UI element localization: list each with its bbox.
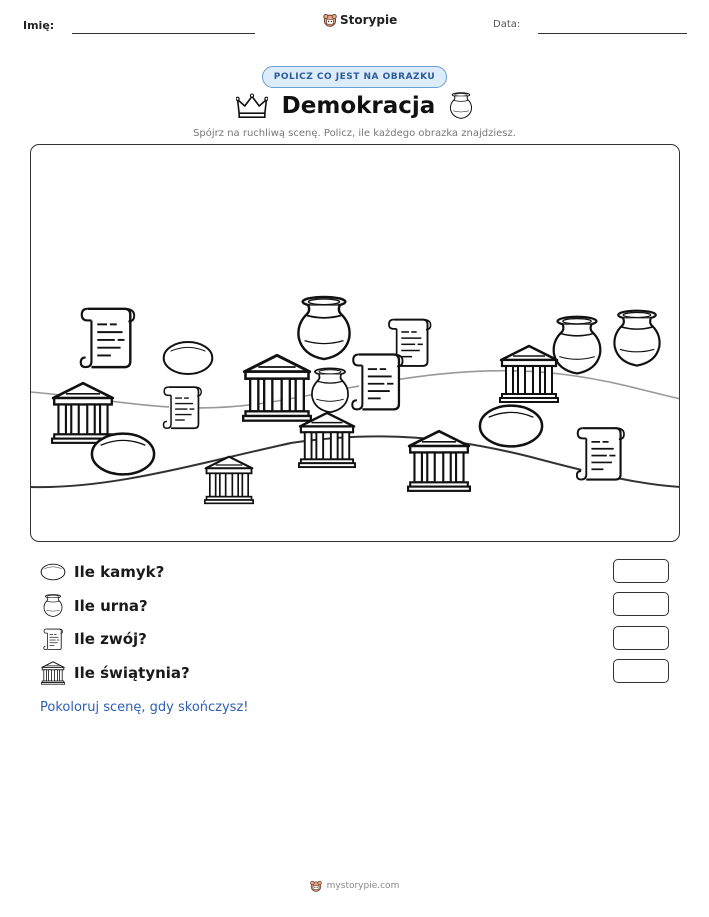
stone-item xyxy=(92,434,154,475)
name-input-line[interactable] xyxy=(72,33,255,34)
question-stone xyxy=(40,560,164,584)
temple-item xyxy=(243,355,311,420)
scroll-item xyxy=(577,428,624,479)
mascot-icon xyxy=(323,13,337,27)
urn-item xyxy=(298,297,349,359)
date-input-line[interactable] xyxy=(538,33,687,34)
question-text: Ile urna? xyxy=(74,597,148,615)
urn-item xyxy=(312,368,348,412)
brand-name: Storypie xyxy=(340,13,398,27)
stone-item xyxy=(480,406,542,447)
question-text: Ile świątynia? xyxy=(74,664,190,682)
stone-item xyxy=(164,342,213,374)
question-scroll xyxy=(40,627,147,651)
site-footer xyxy=(0,880,709,892)
temple-item xyxy=(52,383,114,443)
scroll-icon xyxy=(40,627,66,651)
question-urn xyxy=(40,594,148,618)
temple-item xyxy=(500,346,558,402)
brand-logo xyxy=(323,13,397,27)
coloring-note: Pokoloruj scenę, gdy skończysz! xyxy=(40,700,249,715)
question-text: Ile kamyk? xyxy=(74,563,165,581)
crown-icon xyxy=(236,93,268,119)
urn-icon xyxy=(449,92,473,120)
scroll-item xyxy=(163,387,201,428)
temple-icon xyxy=(40,661,66,685)
scroll-item xyxy=(352,354,402,409)
answer-box-urn[interactable] xyxy=(613,592,669,616)
answer-box-scroll[interactable] xyxy=(613,626,669,650)
mascot-icon xyxy=(310,880,322,892)
urn-item xyxy=(614,311,659,366)
temple-item xyxy=(205,457,253,504)
urn-icon xyxy=(40,594,66,618)
scene-illustration xyxy=(31,145,680,542)
question-temple xyxy=(40,661,190,685)
answer-box-temple[interactable] xyxy=(613,659,669,683)
question-text: Ile zwój? xyxy=(74,630,147,648)
stone-icon xyxy=(40,562,66,582)
page-title: Demokracja xyxy=(281,93,436,119)
date-label: Data: xyxy=(493,19,521,30)
title-row xyxy=(0,92,709,120)
urn-item xyxy=(554,317,601,374)
counting-scene xyxy=(30,144,680,542)
instructions: Spójrz na ruchliwą scenę. Policz, ile każdego obrazka znajdziesz. xyxy=(193,128,516,139)
answer-box-stone[interactable] xyxy=(613,559,669,583)
temple-item xyxy=(408,431,470,491)
activity-badge: POLICZ CO JEST NA OBRAZKU xyxy=(262,66,447,88)
name-label: Imię: xyxy=(23,19,55,32)
scroll-item xyxy=(81,309,134,367)
site-url: mystorypie.com xyxy=(326,881,400,891)
